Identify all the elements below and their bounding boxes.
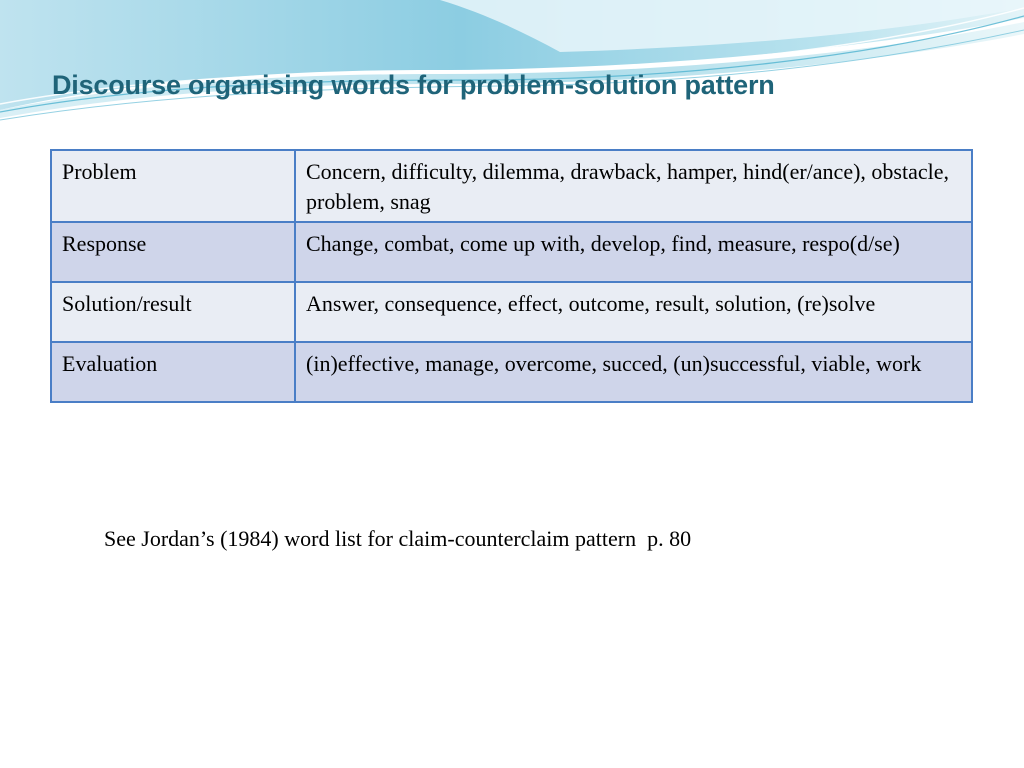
discourse-words-table [50, 149, 973, 403]
table-row [51, 342, 972, 402]
table-row [51, 222, 972, 282]
decorative-wave-header [0, 0, 1024, 130]
reference-note: See Jordan’s (1984) word list for claim-counterclaim pattern p. 80 [104, 526, 692, 551]
table-row [51, 282, 972, 342]
words-cell: Concern, difficulty, dilemma, drawback, hamper, hind(er/ance), obstacle, problem, snag [295, 150, 972, 222]
term-cell: Response [51, 222, 295, 282]
term-cell: Problem [51, 150, 295, 222]
words-cell: (in)effective, manage, overcome, succed, (un)successful, viable, work [295, 342, 972, 402]
words-cell: Answer, consequence, effect, outcome, result, solution, (re)solve [295, 282, 972, 342]
term-cell: Solution/result [51, 282, 295, 342]
words-cell: Change, combat, come up with, develop, find, measure, respo(d/se) [295, 222, 972, 282]
term-cell: Evaluation [51, 342, 295, 402]
table-row [51, 150, 972, 222]
page-title: Discourse organising words for problem-solution pattern [52, 70, 775, 100]
